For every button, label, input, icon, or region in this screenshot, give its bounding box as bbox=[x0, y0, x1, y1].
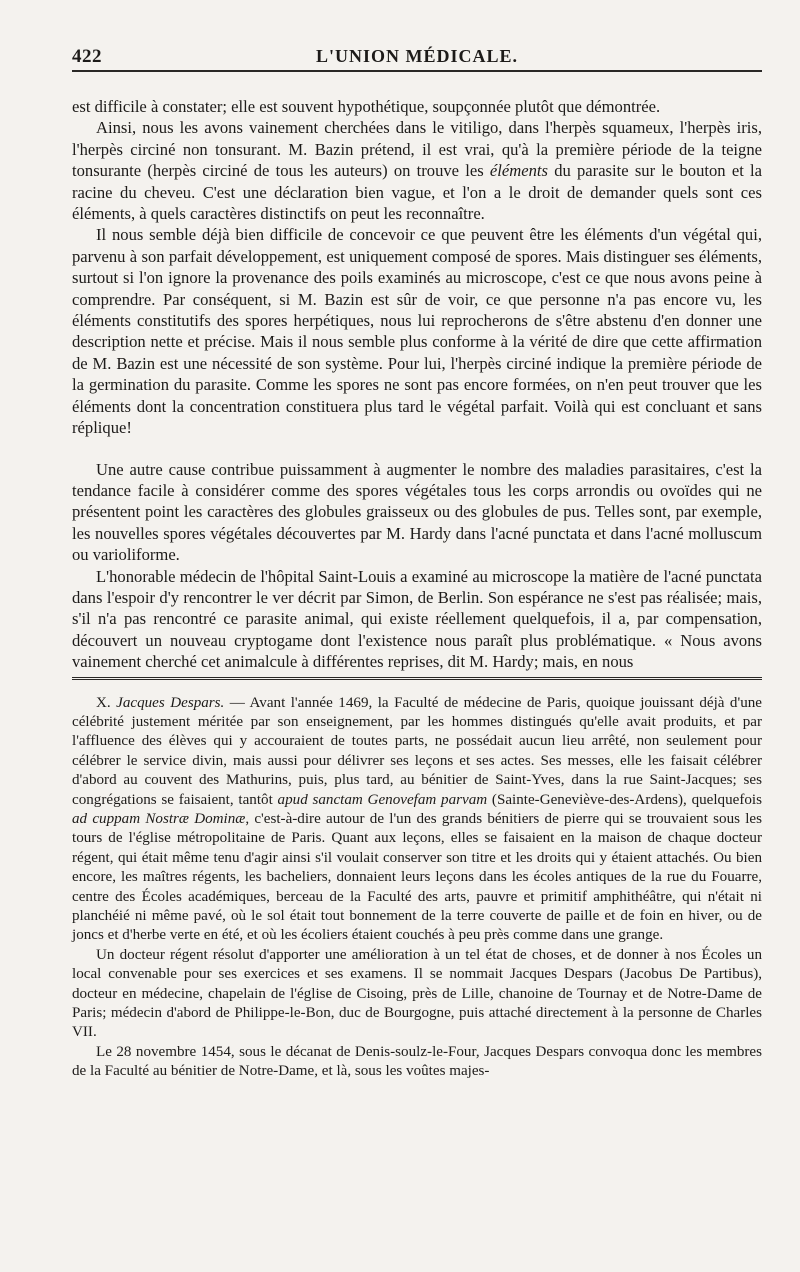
body-paragraph: L'honorable médecin de l'hôpital Saint-Louis a examiné au microscope la matière de l'acné punctata dans l'espoir d'y rencontrer le ver décrit par Simon, de Berlin. Son espérance ne s'est pas réalisée; mais, s'il n'a pas rencontré ce parasite animal, qui existe réellement quelquefois, il a, par compensation, découvert un nouveau cryptogame dont l'existence nous paraît plus problématique. « Nous avons vainement cherché cet animalcule à différentes reprises, dit M. Hardy; mais, en nous bbox=[72, 566, 762, 672]
footnote-paragraph: X. Jacques Despars. — Avant l'année 1469, la Faculté de médecine de Paris, quoique jouissant déjà d'une célébrité justement méritée par son enseignement, par les hommes distingués qu'elle avait produits, et par l'affluence des élèves qui y accouraient de toutes parts, ne possédait aucun lieu arrêté, non seulement pour célébrer le service divin, mais aussi pour délivrer ses leçons et ses actes. Ses messes, elle les faisait célébrer d'abord au couvent des Mathurins, puis, plus tard, au bénitier de Saint-Yves, dans la rue Saint-Jacques; ses congrégations se faisaient, tantôt apud sanctam Genovefam parvam (Sainte-Geneviève-des-Ardens), quelquefois ad cuppam Nostræ Dominæ, c'est-à-dire autour de l'un des grands bénitiers de pierre qui se trouvaient sous les tours de l'église métropolitaine de Paris. Quant aux leçons, elles se faisaient en la maison de chaque docteur régent, qui était même tenu d'agir ainsi s'il voulait conserver son titre et les droits qui y étaient attachés. Ou bien encore, les maîtres régents, les bacheliers, donnaient leurs leçons dans les écoles antiques de la rue du Fouarre, centre des Écoles académiques, berceau de la Faculté des arts, pauvre et primitif amphithéâtre, qui n'était ni planchéié ni même pavé, où le sol était tout bonnement de la terre couverte de paille et de foin en hiver, ou de joncs et d'herbe verte en été, et où les écoliers étaient couchés à peu près comme dans une grange. bbox=[72, 694, 762, 944]
paragraph-gap bbox=[72, 439, 762, 459]
footnote-paragraph: Un docteur régent résolut d'apporter une amélioration à un tel état de choses, et de donner à nos Écoles un local convenable pour ses exercices et ses examens. Il se nommait Jacques Despars (Jacobus De Partibus), docteur en médecine, chapelain de l'église de Cisoing, près de Lille, chanoine de Tournay et de Notre-Dame de Paris; médecin d'abord de Philippe-le-Bon, duc de Bourgogne, puis attaché directement à la personne de Charles VII. bbox=[72, 946, 762, 1041]
body-paragraph: Ainsi, nous les avons vainement cherchées dans le vitiligo, dans l'herpès squameux, l'herpès iris, l'herpès circiné non tonsurant. M. Bazin prétend, il est vrai, qu'à la première période de la teigne tonsurante (herpès circiné de tous les auteurs) on trouve les éléments du parasite sur le bouton et la racine du cheveu. C'est une déclaration bien vague, et l'on a le droit de demander quels sont ces éléments, à quels caractères distinctifs on peut les reconnaître. bbox=[72, 118, 762, 224]
page bbox=[72, 36, 762, 1082]
page-number: 422 bbox=[72, 46, 102, 67]
body-paragraph: Il nous semble déjà bien difficile de concevoir ce que peuvent être les éléments d'un végétal qui, parvenu à son parfait développement, est uniquement composé de spores. Mais distinguer ses éléments, surtout si l'on ignore la provenance des poils examinés au microscope, c'est ce que nous avons peine à comprendre. Par conséquent, si M. Bazin est sûr de voir, ce que personne n'a pas encore vu, les éléments constitutifs des spores herpétiques, nous lui reprocherons de s'être abstenu d'en donner une description nette et précise. Mais il nous semble plus conforme à la vérité de dire que cette affirmation de M. Bazin est une nécessité de son système. Pour lui, l'herpès circiné indique la première période de la germination du parasite. Comme les spores ne sont pas encore formées, on n'en peut trouver que les éléments dont la concentration constituera plus tard le végétal parfait. Voilà qui est concluant et sans réplique! bbox=[72, 225, 762, 438]
footnote-paragraph: Le 28 novembre 1454, sous le décanat de Denis-soulz-le-Four, Jacques Despars convoqua donc les membres de la Faculté au bénitier de Notre-Dame, et là, sous les voûtes majes- bbox=[72, 1043, 762, 1080]
body-text bbox=[72, 96, 762, 673]
body-paragraph: est difficile à constater; elle est souvent hypothétique, soupçonnée plutôt que démontrée. bbox=[72, 97, 661, 116]
body-paragraph: Une autre cause contribue puissamment à augmenter le nombre des maladies parasitaires, c'est la tendance facile à considérer comme des spores végétales tous les corps arrondis ou ovoïdes qui ne présentent point les caractères des globules graisseux ou des globules de pus. Telles sont, par exemple, les nouvelles spores végétales découvertes par M. Hardy dans l'acné punctata et dans l'acné molluscum ou varioliforme. bbox=[72, 459, 762, 565]
footnote-divider bbox=[72, 677, 762, 680]
running-title: L'UNION MÉDICALE. bbox=[315, 46, 519, 66]
footnotes bbox=[72, 694, 762, 1082]
page-header bbox=[72, 36, 762, 72]
